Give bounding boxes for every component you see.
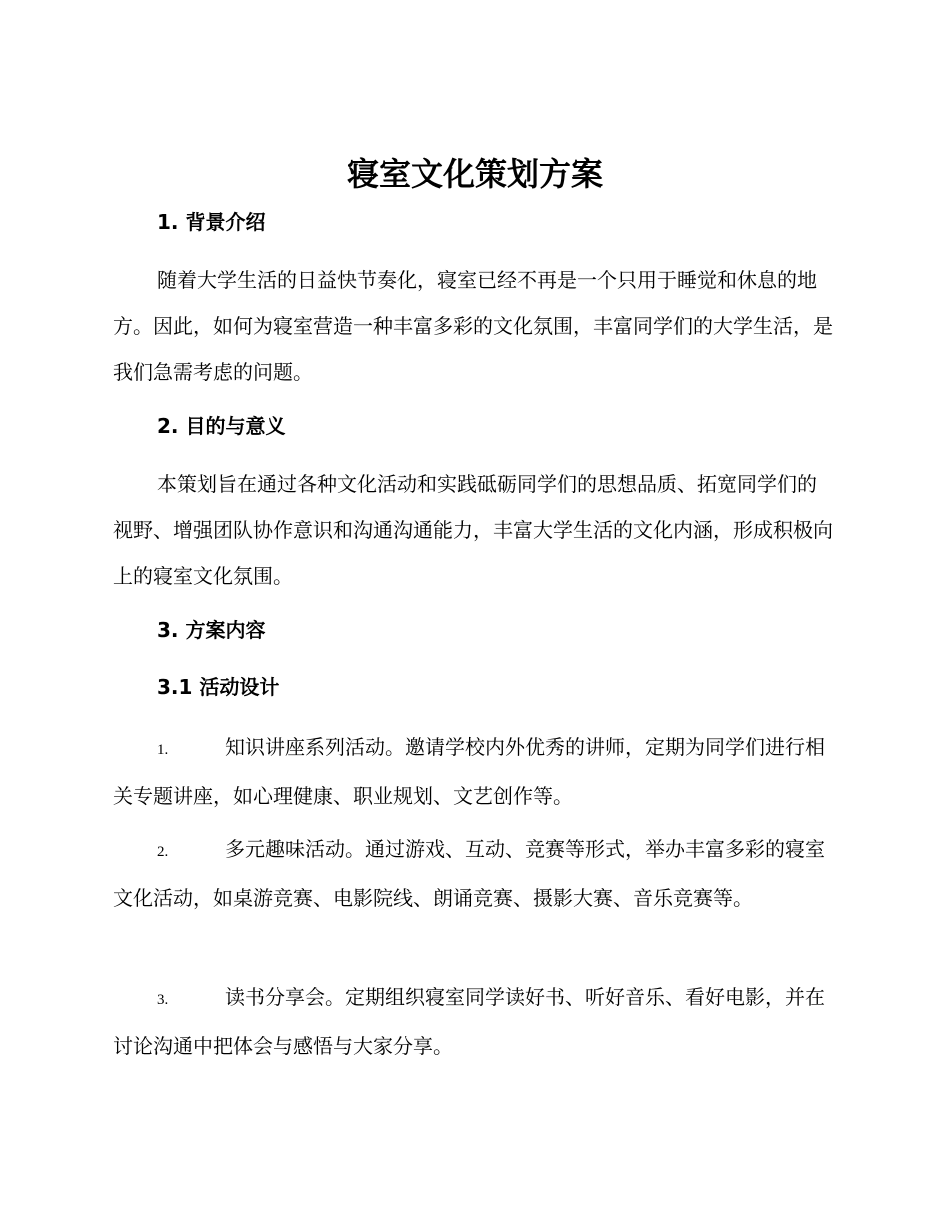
list-item-number: 3.: [157, 992, 169, 1008]
list-item-number: 2.: [157, 844, 169, 860]
section-heading-background: 1. 背景介绍: [157, 210, 266, 234]
document-title: 寝室文化策划方案: [346, 155, 603, 193]
list-item: [113, 724, 835, 819]
list-item-text: 多元趣味活动。通过游戏、互动、竞赛等形式，举办丰富多彩的寝室文化活动，如桌游竞赛、电影院线、朗诵竞赛、摄影大赛、音乐竞赛等。: [113, 837, 825, 910]
list-item-text: 知识讲座系列活动。邀请学校内外优秀的讲师，定期为同学们进行相关专题讲座，如心理健康、职业规划、文艺创作等。: [113, 735, 825, 808]
subsection-heading-activity-design: 3.1 活动设计: [157, 675, 280, 699]
list-item: [113, 974, 835, 1069]
section-text-background: 随着大学生活的日益快节奏化，寝室已经不再是一个只用于睡觉和休息的地方。因此，如何为寝室营造一种丰富多彩的文化氛围，丰富同学们的大学生活，是我们急需考虑的问题。: [113, 268, 833, 384]
section-heading-purpose: 2. 目的与意义: [157, 414, 286, 438]
list-item: [113, 826, 835, 921]
section-heading-plan: 3. 方案内容: [157, 618, 266, 642]
section-text-purpose: 本策划旨在通过各种文化活动和实践砥砺同学们的思想品质、拓宽同学们的视野、增强团队协作意识和沟通沟通能力，丰富大学生活的文化内涵，形成积极向上的寝室文化氛围。: [113, 472, 833, 588]
list-item-text: 读书分享会。定期组织寝室同学读好书、听好音乐、看好电影，并在讨论沟通中把体会与感悟与大家分享。: [113, 985, 825, 1058]
list-item-number: 1.: [157, 742, 169, 758]
